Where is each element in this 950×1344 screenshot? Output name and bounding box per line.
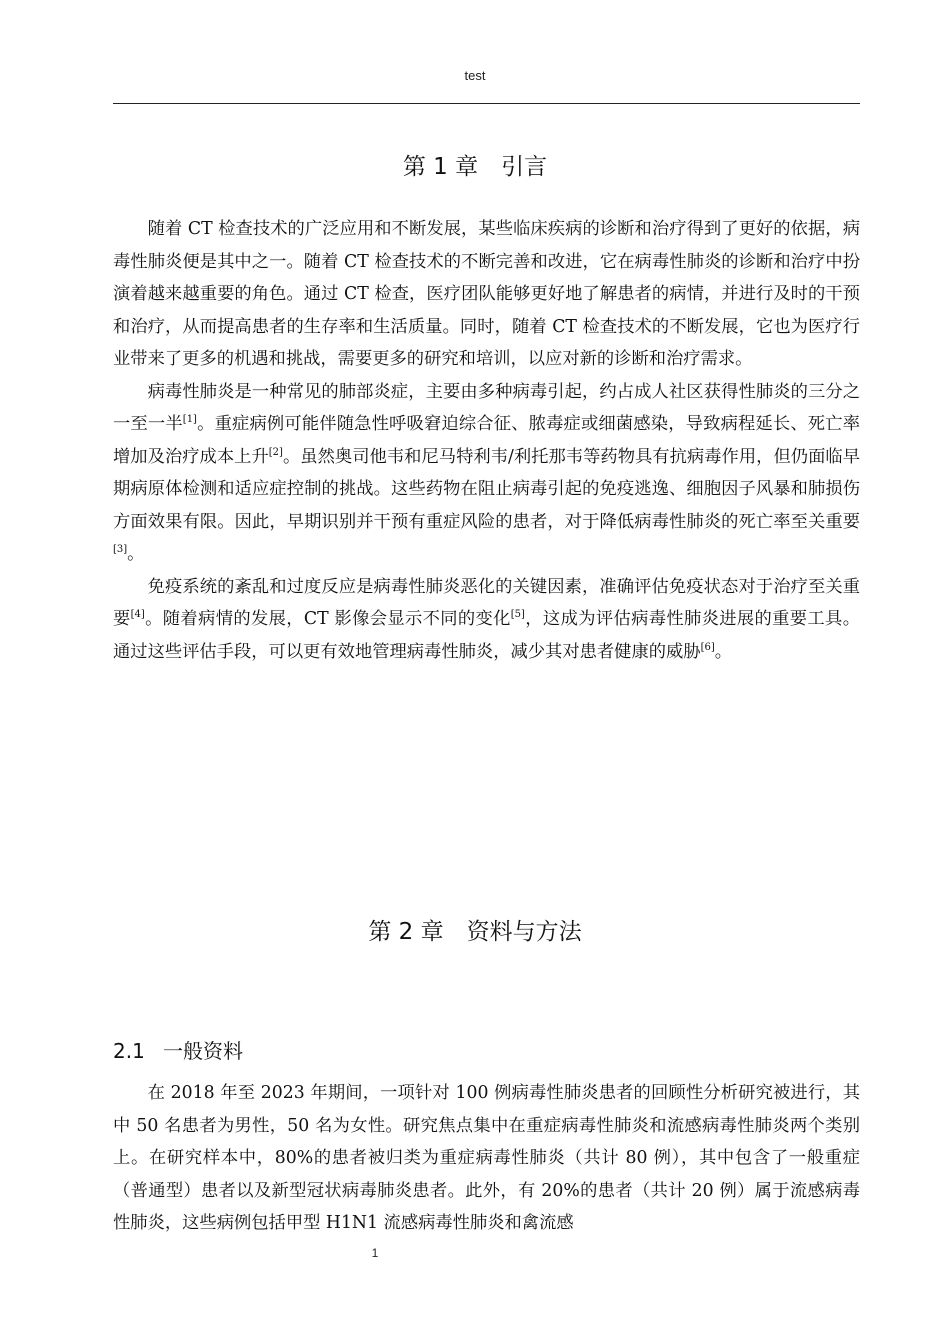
text-segment: 。重症病例可能伴随急性呼吸窘迫综合征、脓毒症或细菌感染，导致病程延长、死亡率增加及治疗成本上升 (113, 414, 860, 467)
chapter-1-body (113, 213, 860, 668)
intro-paragraph-1: 随着 CT 检查技术的广泛应用和不断发展，某些临床疾病的诊断和治疗得到了更好的依据，病毒性肺炎便是其中之一。随着 CT 检查技术的不断完善和改进，它在病毒性肺炎的诊断和治疗中扮演着越来越重要的角色。通过 CT 检查，医疗团队能够更好地了解患者的病情，并进行及时的干预和治疗，从而提高患者的生存率和生活质量。同时，随着 CT 检查技术的不断发展，它也为医疗行业带来了更多的机遇和挑战，需要更多的研究和培训，以应对新的诊断和治疗需求。 (113, 219, 860, 369)
section-2-1-body (113, 1077, 860, 1240)
text-segment: 。 (127, 544, 145, 564)
intro-paragraph-2 (113, 376, 860, 571)
text-segment: ，这成为评估病毒性肺炎进展的重要工具。通过这些评估手段，可以更有效地管理病毒性肺炎，减少其对患者健康的威胁 (113, 609, 860, 662)
chapter-1-title: 第 1 章 引言 (402, 154, 548, 180)
section-number: 2.1 (113, 1039, 145, 1063)
chapter-2-title: 第 2 章 资料与方法 (368, 919, 582, 945)
section-2-1-heading (113, 1035, 243, 1064)
citation-ref[interactable]: [5] (510, 609, 525, 620)
citation-ref[interactable]: [1] (182, 414, 197, 425)
header-rule (113, 103, 860, 104)
intro-paragraph-3 (113, 571, 860, 669)
text-segment: 病毒性肺炎是一种常见的肺部炎症，主要由多种病毒引起，约占成人社区获得性肺炎的三分之一至一半 (113, 381, 860, 434)
citation-ref[interactable]: [6] (700, 641, 715, 653)
section-title: 一般资料 (163, 1039, 243, 1063)
page-header: test (464, 68, 486, 83)
text-segment: 。随着病情的发展，CT 影像会显示不同的变化 (144, 609, 511, 629)
text-segment: 。 (714, 641, 733, 662)
citation-ref[interactable]: [4] (130, 609, 145, 620)
citation-ref[interactable]: [3] (113, 544, 128, 555)
citation-ref[interactable]: [2] (268, 446, 283, 458)
text-segment: 免疫系统的紊乱和过度反应是病毒性肺炎恶化的关键因素，准确评估免疫状态对于治疗至关重要 (113, 576, 860, 629)
text-segment: 。虽然奥司他韦和尼马特利韦/利托那韦等药物具有抗病毒作用，但仍面临早期病原体检测和适应症控制的挑战。这些药物在阻止病毒引起的免疫逃逸、细胞因子风暴和肺损伤方面效果有限。因此，早期识别并干预有重症风险的患者，对于降低病毒性肺炎的死亡率至关重要 (113, 446, 860, 532)
page-number: 1 (371, 1246, 379, 1260)
methods-paragraph-1: 在 2018 年至 2023 年期间，一项针对 100 例病毒性肺炎患者的回顾性分析研究被进行，其中 50 名患者为男性，50 名为女性。研究焦点集中在重症病毒性肺炎和流感病毒性肺炎两个类别上。在研究样本中，80%的患者被归类为重症病毒性肺炎（共计 80 例），其中包含了一般重症（普通型）患者以及新型冠状病毒肺炎患者。此外，有 20%的患者（共计 20 例）属于流感病毒性肺炎，这些病例包括甲型 H1N1 流感病毒性肺炎和禽流感 (113, 1083, 860, 1233)
